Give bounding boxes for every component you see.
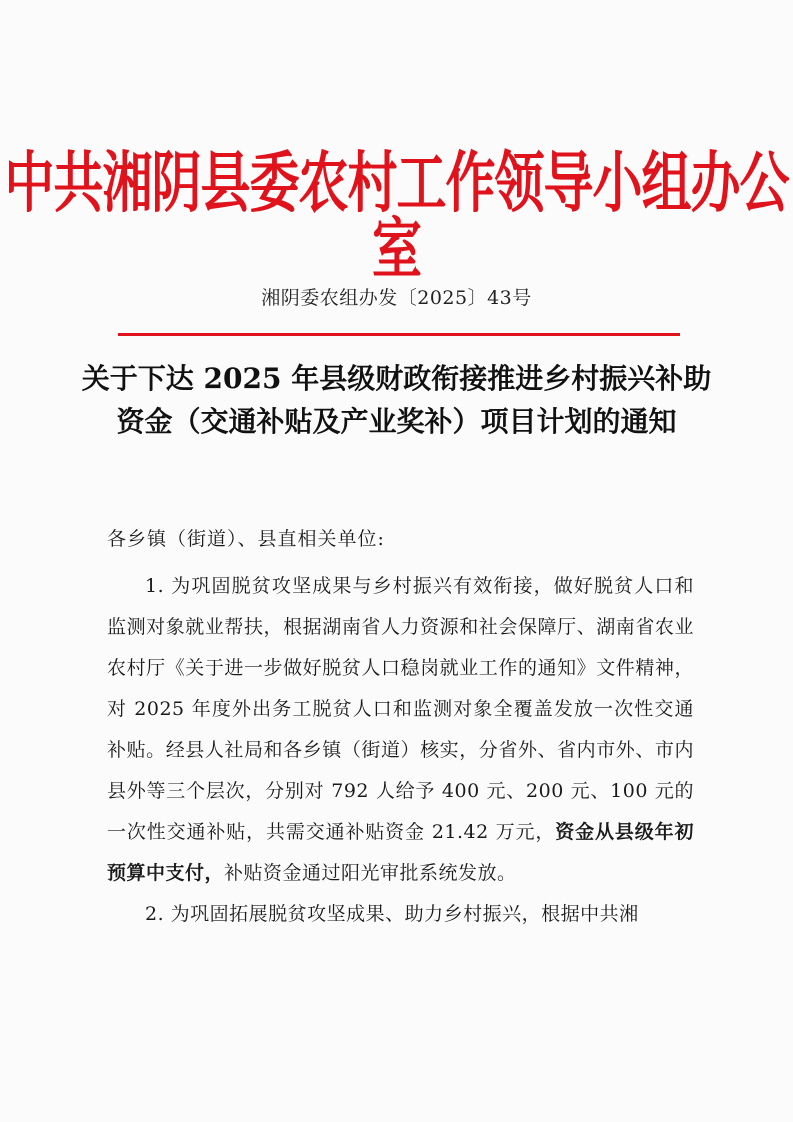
paragraph-1	[107, 566, 694, 894]
paragraph-1-text: 1. 为巩固脱贫攻坚成果与乡村振兴有效衔接，做好脱贫人口和监测对象就业帮扶，根据湖南省人力资源和社会保障厅、湖南省农业农村厅《关于进一步做好脱贫人口稳岗就业工作的通知》文件精神，对 2025 年度外出务工脱贫人口和监测对象全覆盖发放一次性交通补贴。经县人社局和各乡镇（街道）核实，分省外、省内市外、市内县外等三个层次，分别对 792 人给予 400 元、200 元、100 元的一次性交通补贴，共需交通补贴资金 21.42 万元，	[107, 575, 694, 843]
paragraph-2-text: 2. 为巩固拓展脱贫攻坚成果、助力乡村振兴，根据中共湘	[145, 903, 639, 925]
paragraph-1-tail: 补贴资金通过阳光审批系统发放。	[224, 862, 517, 884]
notice-title: 关于下达 2025 年县级财政衔接推进乡村振兴补助资金（交通补贴及产业奖补）项目计划的通知	[81, 362, 712, 438]
body-text	[107, 566, 694, 935]
addressee-line: 各乡镇（街道）、县直相关单位:	[107, 528, 385, 550]
paragraph-2	[107, 894, 694, 935]
red-divider-line	[118, 333, 680, 336]
document-number: 湘阴委农组办发〔2025〕43号	[261, 287, 532, 309]
issuing-office-title: 中共湘阴县委农村工作领导小组办公室	[4, 143, 789, 288]
paragraph-1-bold: 资金从县级年初预算中支付，	[107, 821, 694, 884]
